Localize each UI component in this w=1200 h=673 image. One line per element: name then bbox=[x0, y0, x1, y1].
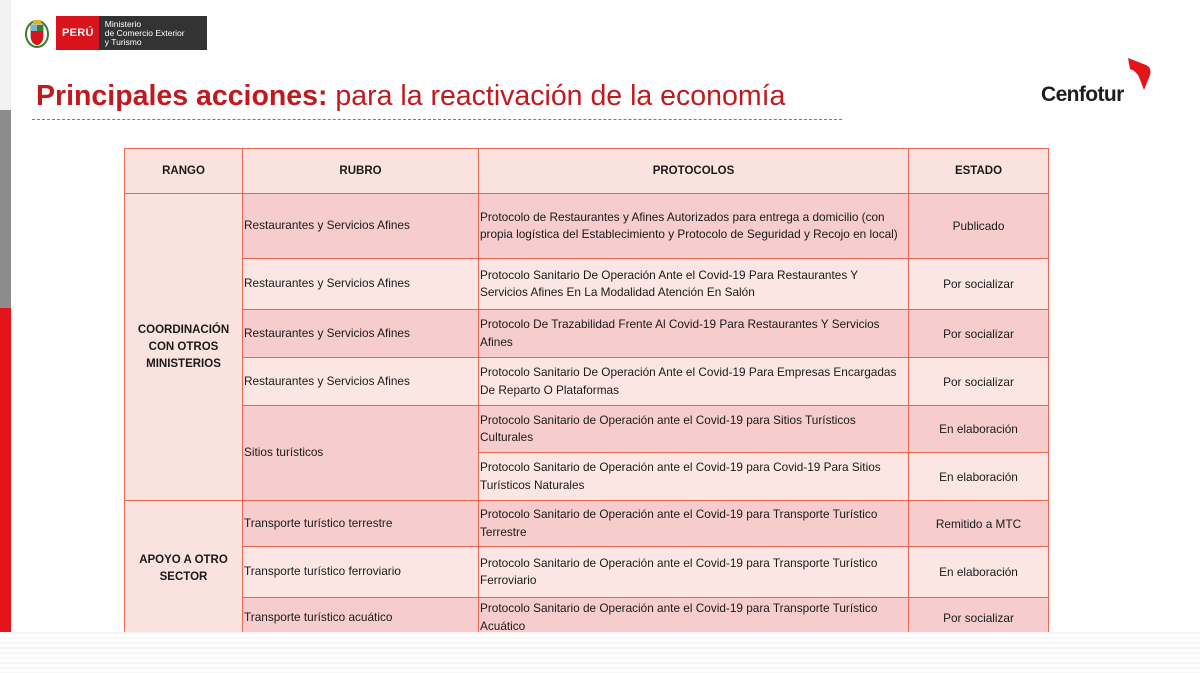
ministry-name: Ministerio de Comercio Exterior y Turismo bbox=[99, 16, 207, 50]
footer-stripes bbox=[0, 632, 1200, 673]
column-header-rubro: RUBRO bbox=[243, 149, 479, 194]
protocolo-cell: Protocolo Sanitario de Operación ante el Covid-19 para Transporte Turístico Ferroviario bbox=[479, 547, 909, 598]
country-label: PERÚ bbox=[56, 16, 99, 50]
protocolo-cell: Protocolo De Trazabilidad Frente Al Covid-19 Para Restaurantes Y Servicios Afines bbox=[479, 310, 909, 358]
rango-cell: APOYO A OTRO SECTOR bbox=[125, 501, 243, 638]
government-header bbox=[24, 16, 207, 50]
rubro-cell: Restaurantes y Servicios Afines bbox=[243, 310, 479, 358]
brand-logo bbox=[1040, 56, 1160, 106]
rubro-cell: Restaurantes y Servicios Afines bbox=[243, 194, 479, 259]
rubro-cell: Transporte turístico terrestre bbox=[243, 501, 479, 547]
rubro-cell: Sitios turísticos bbox=[243, 406, 479, 501]
protocolo-cell: Protocolo Sanitario de Operación ante el Covid-19 para Transporte Turístico Terrestre bbox=[479, 501, 909, 547]
table-row bbox=[125, 406, 1049, 453]
rubro-cell: Transporte turístico acuático bbox=[243, 598, 479, 638]
protocolo-cell: Protocolo Sanitario De Operación Ante el Covid-19 Para Empresas Encargadas De Reparto O Plataformas bbox=[479, 358, 909, 406]
estado-cell: Remitido a MTC bbox=[909, 501, 1049, 547]
title-divider bbox=[32, 119, 842, 120]
brand-wordmark: Cenfotur bbox=[1041, 83, 1124, 106]
table-header-row bbox=[125, 149, 1049, 194]
coat-of-arms-icon bbox=[24, 16, 50, 50]
estado-cell: Publicado bbox=[909, 194, 1049, 259]
column-header-rango: RANGO bbox=[125, 149, 243, 194]
brand-mark-icon bbox=[1124, 56, 1154, 92]
column-header-protocolos: PROTOCOLOS bbox=[479, 149, 909, 194]
actions-table bbox=[124, 148, 1049, 638]
estado-cell: En elaboración bbox=[909, 547, 1049, 598]
rubro-cell: Transporte turístico ferroviario bbox=[243, 547, 479, 598]
protocolo-cell: Protocolo de Restaurantes y Afines Autorizados para entrega a domicilio (con propia logística del Establecimiento y Protocolo de Seguridad y Recojo en local) bbox=[479, 194, 909, 259]
protocolo-cell: Protocolo Sanitario de Operación ante el Covid-19 para Transporte Turístico Acuático bbox=[479, 598, 909, 638]
protocolo-cell: Protocolo Sanitario de Operación ante el Covid-19 para Covid-19 Para Sitios Turísticos Naturales bbox=[479, 453, 909, 501]
table-row bbox=[125, 194, 1049, 259]
rubro-cell: Restaurantes y Servicios Afines bbox=[243, 358, 479, 406]
rango-cell: COORDINACIÓN CON OTROS MINISTERIOS bbox=[125, 194, 243, 501]
page-title-bold: Principales acciones: bbox=[36, 80, 328, 112]
estado-cell: Por socializar bbox=[909, 259, 1049, 310]
estado-cell: Por socializar bbox=[909, 310, 1049, 358]
page-title bbox=[36, 80, 785, 113]
estado-cell: Por socializar bbox=[909, 598, 1049, 638]
table-row bbox=[125, 547, 1049, 598]
table-row bbox=[125, 259, 1049, 310]
estado-cell: En elaboración bbox=[909, 406, 1049, 453]
page-title-rest: para la reactivación de la economía bbox=[327, 80, 786, 112]
protocolo-cell: Protocolo Sanitario De Operación Ante el Covid-19 Para Restaurantes Y Servicios Afines En La Modalidad Atención En Salón bbox=[479, 259, 909, 310]
left-edge-red-bar bbox=[0, 308, 11, 673]
left-edge-top bbox=[0, 0, 11, 110]
estado-cell: En elaboración bbox=[909, 453, 1049, 501]
table-row bbox=[125, 358, 1049, 406]
left-edge-gray-bar bbox=[0, 110, 11, 308]
protocolo-cell: Protocolo Sanitario de Operación ante el Covid-19 para Sitios Turísticos Culturales bbox=[479, 406, 909, 453]
rubro-cell: Restaurantes y Servicios Afines bbox=[243, 259, 479, 310]
table-row bbox=[125, 501, 1049, 547]
estado-cell: Por socializar bbox=[909, 358, 1049, 406]
column-header-estado: ESTADO bbox=[909, 149, 1049, 194]
table-row bbox=[125, 310, 1049, 358]
